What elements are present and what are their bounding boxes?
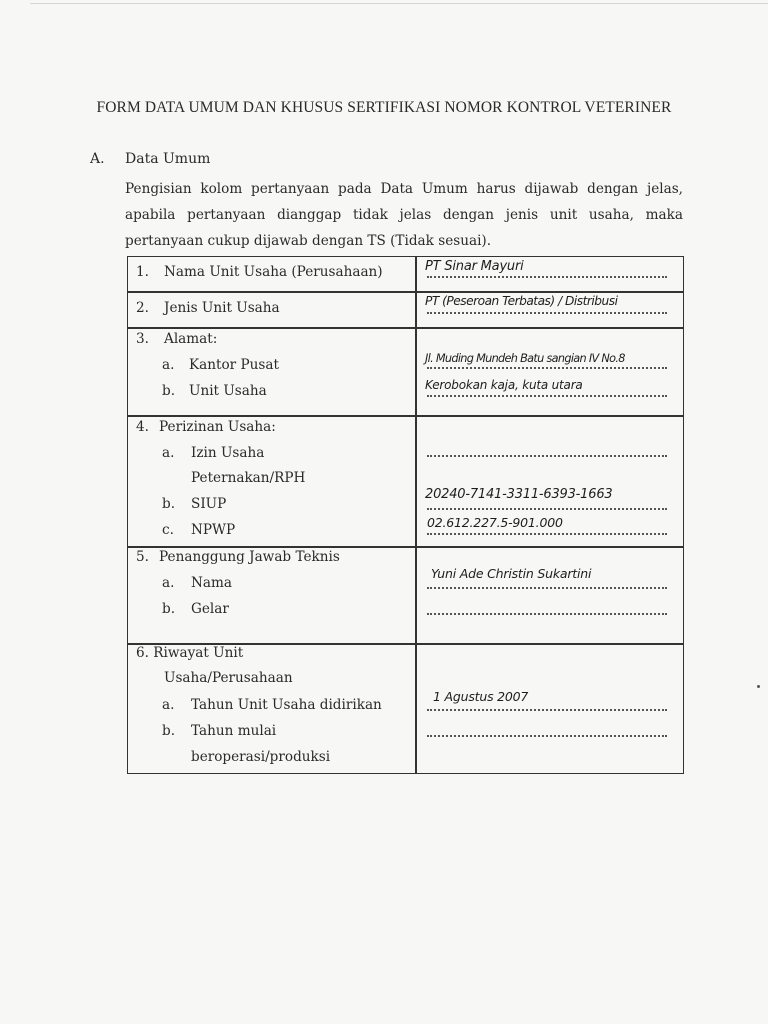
handwritten-answer: Yuni Ade Christin Sukartini xyxy=(431,566,592,581)
handwritten-answer: 20240-7141-3311-6393-1663 xyxy=(425,487,613,502)
answer-line xyxy=(427,312,667,314)
section-letter: A. xyxy=(90,151,105,167)
answer-line xyxy=(427,276,667,278)
handwritten-answer: PT (Peseroan Terbatas) / Distribusi xyxy=(425,294,618,308)
column-divider xyxy=(415,257,417,773)
row-number: 5. xyxy=(136,549,149,565)
sub-item-letter: a. xyxy=(162,575,175,591)
row-number: 3. xyxy=(136,331,149,347)
section-title: Data Umum xyxy=(125,151,211,167)
row-divider xyxy=(128,546,683,548)
sub-item-letter: a. xyxy=(162,445,175,461)
row-number: 2. xyxy=(136,300,149,316)
answer-line xyxy=(427,735,667,737)
sub-item-label: Kantor Pusat xyxy=(189,357,279,373)
sub-item-label: SIUP xyxy=(191,496,227,512)
sub-item-letter: a. xyxy=(162,357,175,373)
answer-line xyxy=(427,395,667,397)
handwritten-answer: Kerobokan kaja, kuta utara xyxy=(425,378,583,392)
sub-item-letter: b. xyxy=(162,723,176,739)
answer-line xyxy=(427,709,667,711)
data-umum-table xyxy=(127,256,684,774)
answer-line xyxy=(427,613,667,615)
question-label: Nama Unit Usaha (Perusahaan) xyxy=(164,264,383,280)
sub-item-letter: b. xyxy=(162,383,176,399)
row-number: 4. xyxy=(136,419,149,435)
answer-line xyxy=(427,455,667,457)
sub-item-label: Tahun mulai xyxy=(191,723,277,739)
sub-item-label: Tahun Unit Usaha didirikan xyxy=(191,697,382,713)
sub-item-letter: b. xyxy=(162,496,176,512)
question-label: Jenis Unit Usaha xyxy=(164,300,280,316)
row-divider xyxy=(128,327,683,329)
row-divider xyxy=(128,415,683,417)
sub-item-letter: a. xyxy=(162,697,175,713)
handwritten-answer: 02.612.227.5-901.000 xyxy=(427,515,563,530)
sub-item-label: Izin Usaha xyxy=(191,445,265,461)
page-top-edge xyxy=(30,3,768,4)
row-number: 1. xyxy=(136,264,149,280)
form-title: FORM DATA UMUM DAN KHUSUS SERTIFIKASI NOMOR KONTROL VETERINER xyxy=(96,99,672,116)
question-label: Alamat: xyxy=(164,331,218,347)
answer-line xyxy=(427,367,667,369)
sub-item-letter: b. xyxy=(162,601,176,617)
sub-item-label-continued: Peternakan/RPH xyxy=(191,470,306,486)
question-label: Perizinan Usaha: xyxy=(159,419,276,435)
sub-item-label: Nama xyxy=(191,575,232,591)
scan-speck xyxy=(757,685,760,688)
sub-item-label: Gelar xyxy=(191,601,229,617)
answer-line xyxy=(427,508,667,510)
sub-item-letter: c. xyxy=(162,522,174,538)
answer-line xyxy=(427,533,667,535)
handwritten-answer: Jl. Muding Mundeh Batu sangian IV No.8 xyxy=(425,352,625,365)
sub-item-label-continued: beroperasi/produksi xyxy=(191,749,331,765)
question-label-continued: Usaha/Perusahaan xyxy=(164,670,293,686)
section-instructions: Pengisian kolom pertanyaan pada Data Umum harus dijawab dengan jelas, apabila pertanyaan dianggap tidak jelas dengan jenis unit usaha, maka pertanyaan cukup dijawab dengan TS (Tidak sesuai). xyxy=(125,181,683,249)
handwritten-answer: 1 Agustus 2007 xyxy=(433,689,529,704)
question-label: Penanggung Jawab Teknis xyxy=(159,549,340,565)
answer-line xyxy=(427,587,667,589)
question-label: 6. Riwayat Unit xyxy=(136,645,244,661)
sub-item-label: NPWP xyxy=(191,522,236,538)
handwritten-answer: PT Sinar Mayuri xyxy=(425,259,524,274)
row-divider xyxy=(128,291,683,293)
sub-item-label: Unit Usaha xyxy=(189,383,267,399)
